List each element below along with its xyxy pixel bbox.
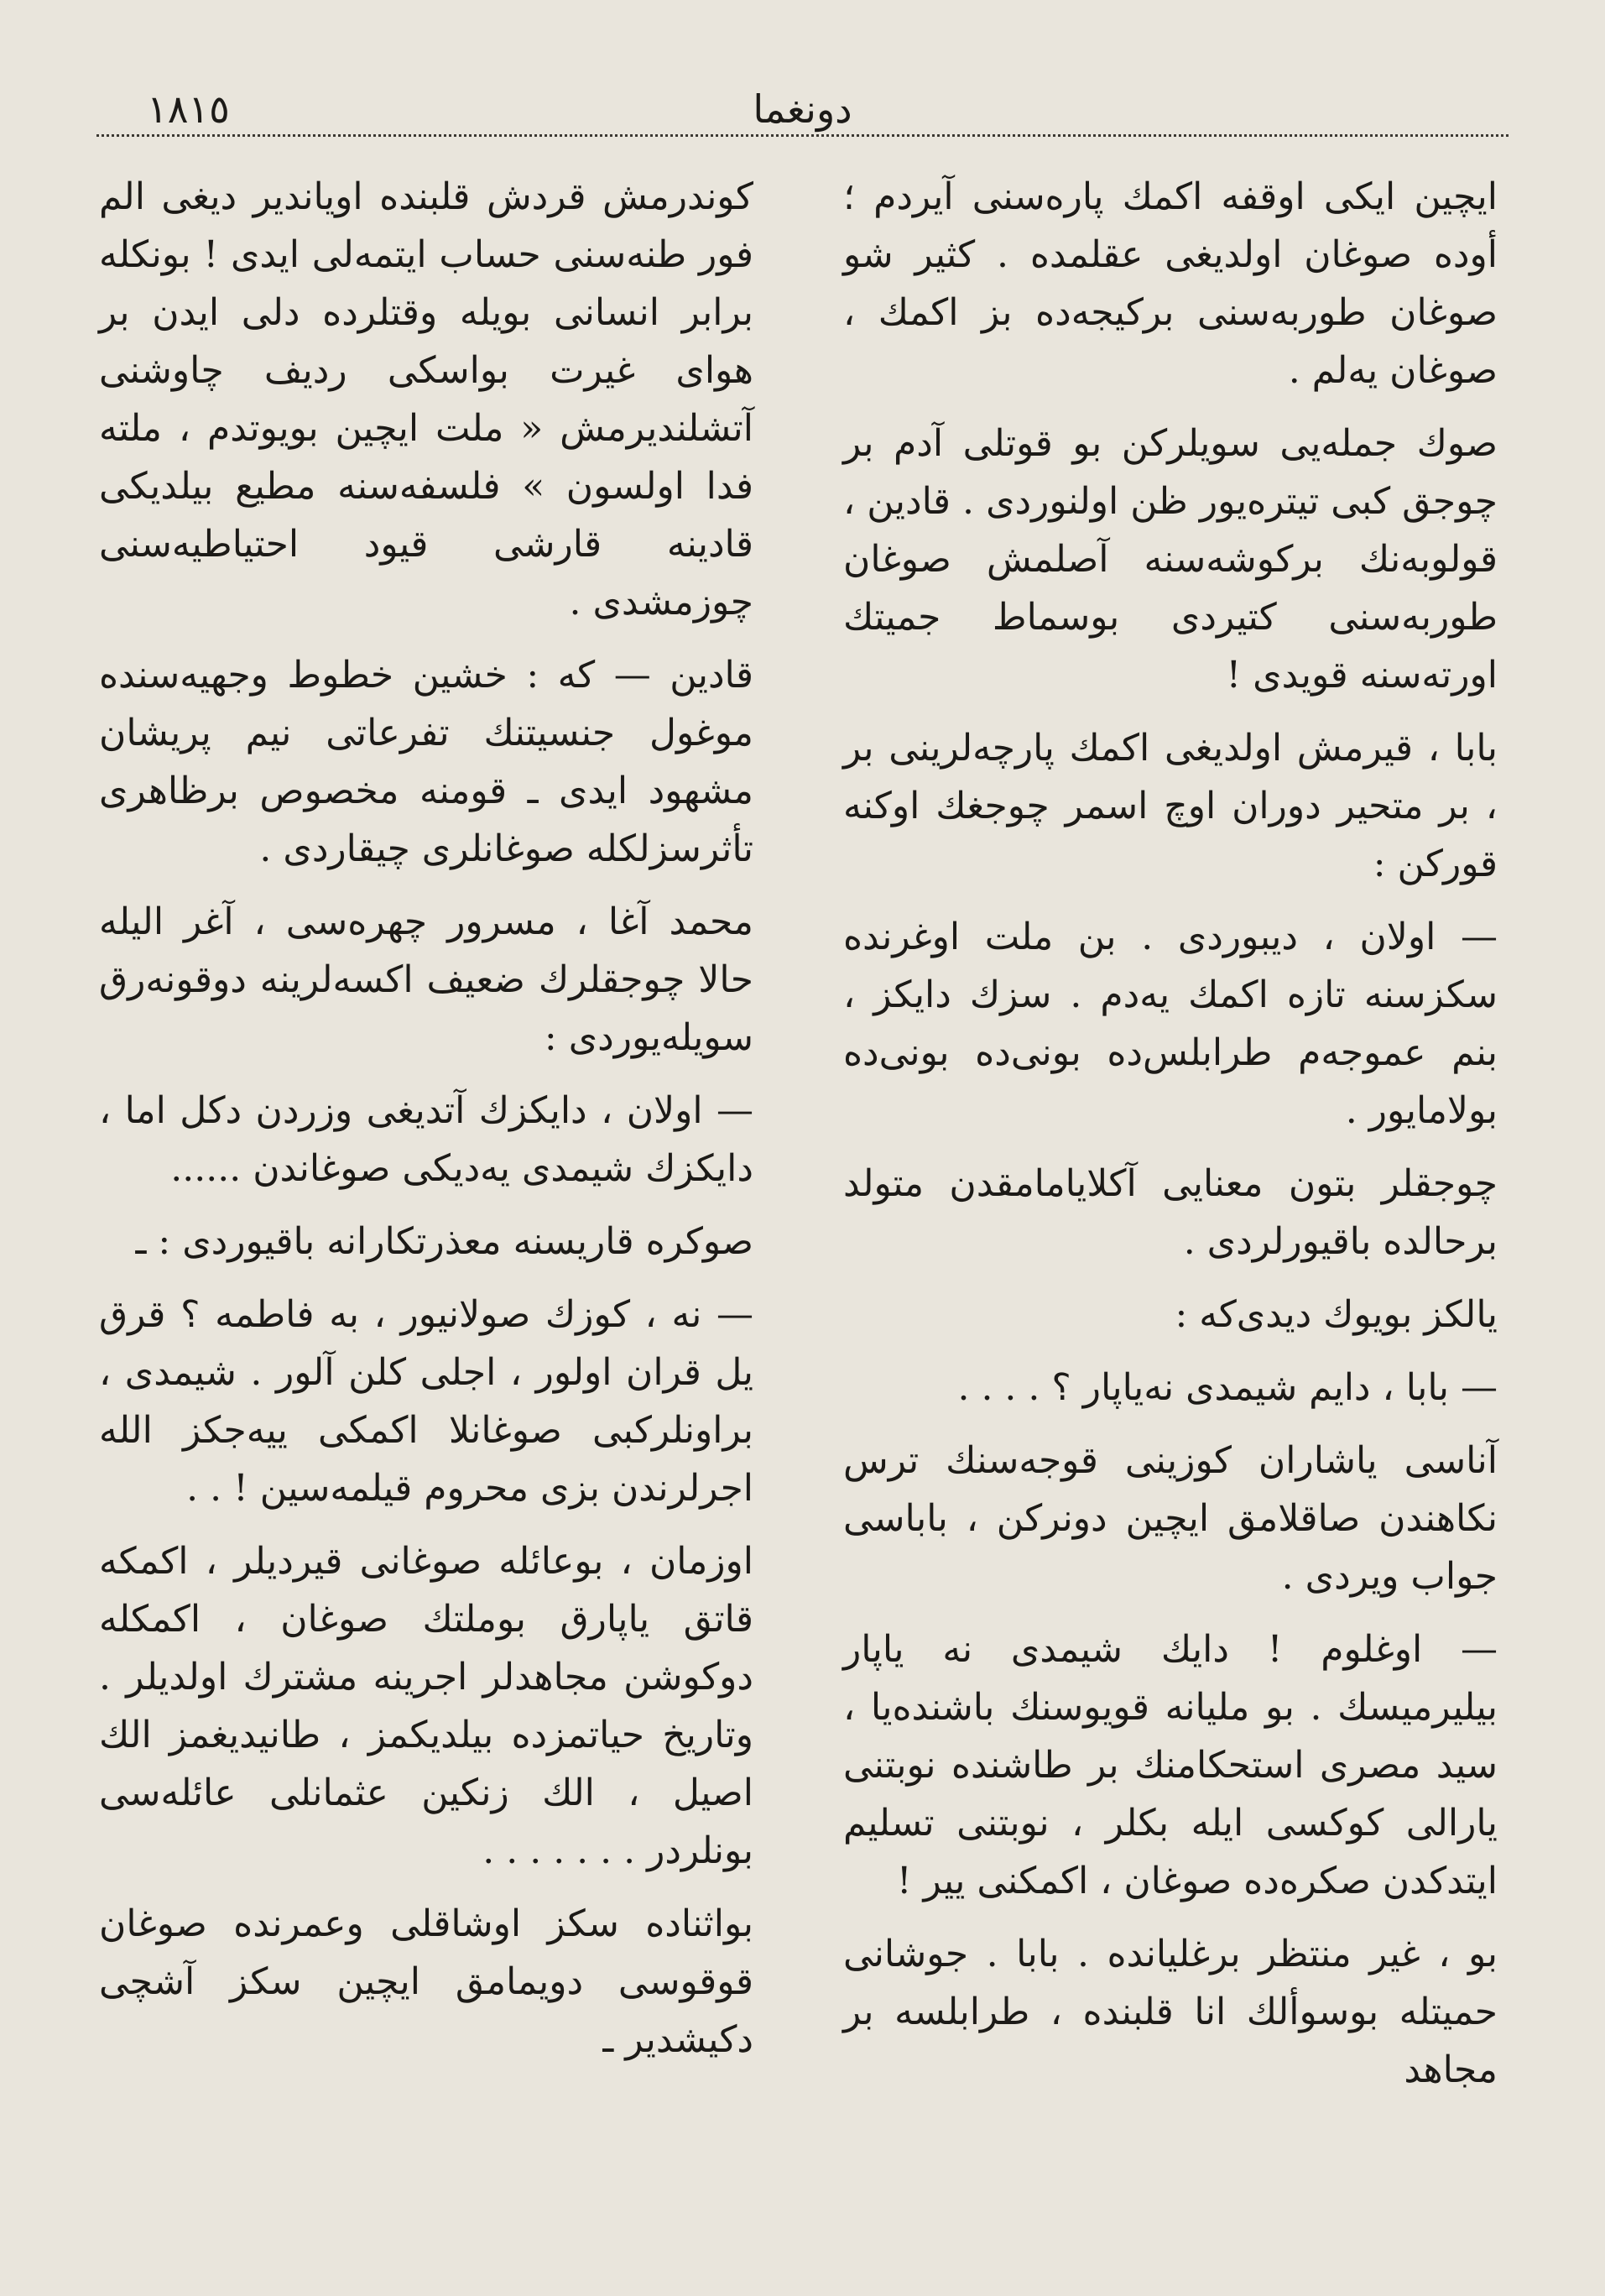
paragraph: يالكز بويوك ديدى‌كه : [1175, 1293, 1498, 1336]
paragraph: چوجقلر بتون معنايى آكلايامامقدن متولد برحالده باقيورلردى . [843, 1162, 1498, 1263]
paragraph: قادين — كه : خشين خطوط وجهيه‌سنده موغول جنسيتنك تفرعاتى نيم پريشان مشهود ايدى ـ قومنه مخصوص برظاهرى تأثرسزلكله صوغانلرى چيقاردى . [99, 654, 753, 870]
paragraph: صوكره قاريسنه معذرتكارانه باقيوردى : ـ [135, 1220, 753, 1263]
paragraph: بابا ، قيرمش اولديغى اكمك پارچه‌لرينى بر ، بر متحير دوران اوچ اسمر چوجغك اوكنه قوركن : [843, 727, 1498, 885]
paragraph: صوك جمله‌يى سويلركن بو قوتلى آدم بر چوجق كبى تيتره‌يور ظن اولنوردى . قادين ، قولوبه‌نك بركوشه‌سنه آصلمش صوغان طوربه‌سنى كتيردى بوسماط جميتك اورته‌سنه قويدى ! [843, 422, 1498, 697]
right-column [843, 168, 1498, 2249]
page-header [96, 80, 1509, 138]
paragraph: — اوغلوم ! دايك شيمدى نه ياپار بيليرميسك . بو مليانه قويوسنك باشنده‌يا ، سيد مصرى استحكامنك بر طاشنده نوبتنى يارالى كوكسى ايله بكلر ، نوبتنى تسليم ايتدكدن صكره‌ده صوغان ، اكمكنى يير ! [843, 1628, 1498, 1902]
left-column [99, 168, 753, 2249]
paragraph: بو ، غير منتظر برغليانده . بابا . جوشانى حميتله بوسوألك انا قلبنده ، طرابلسه بر مجاهد [843, 1933, 1498, 2091]
page-number: ١٨١٥ [147, 86, 230, 132]
paragraph: آناسى ياشاران كوزينى قوجه‌سنك ترس نكاهندن صاقلامق ايچين دونركن ، باباسى جواب ويردى . [843, 1439, 1498, 1598]
paragraph: بواثناده سكز اوشاقلى وعمرنده صوغان قوقوسى دويمامق ايچين سكز آشچى دكيشدير ـ [99, 1902, 753, 2061]
paragraph: ايچين ايكى اوقفه اكمك پاره‌سنى آيردم ؛ أوده صوغان اولديغى عقلمده . كثير شو صوغان طوربه‌سنى بركيجه‌ده بز اكمك ، صوغان يه‌لم . [843, 175, 1498, 392]
paragraph: — بابا ، دايم شيمدى نه‌ياپار ؟ . . . . [957, 1366, 1498, 1409]
paragraph: محمد آغا ، مسرور چهره‌سى ، آغر اليله حالا چوجقلرك ضعيف اكسه‌لرينه دوقونه‌رق سويله‌يوردى : [99, 900, 753, 1059]
paragraph: — اولان ، دايكزك آتديغى وزردن دكل اما ، دايكزك شيمدى يه‌ديكى صوغاندن ...... [99, 1089, 753, 1190]
paragraph: كوندرمش قردش قلبنده اوياندير ديغى الم فور طنه‌سنى حساب ايتمه‌لى ايدى ! بونكله برابر انسانى بويله وقتلرده دلى ايدن بر هواى غيرت بواسكى رديف چاوشنى آتشلنديرمش « ملت ايچين بويوتدم ، ملته فدا اولسون » فلسفه‌سنه مطيع بيلديكى قادينه قارشى قيود احتياطيه‌سنى چوزمشدى . [99, 175, 753, 624]
header-divider [96, 134, 1509, 137]
running-title: دونغما [753, 86, 852, 132]
paragraph: اوزمان ، بوعائله صوغانى قيرديلر ، اكمكه قاتق ياپارق بوملتك صوغان ، اكمكله دوكوشن مجاهدلر اجرينه مشترك اولديلر . وتاريخ حياتمزده بيلديكمز ، طانيديغمز الك اصيل ، الك زنكين عثمانلى عائله‌سى بونلردر . . . . . . . [99, 1540, 753, 1872]
paragraph: — نه ، كوزك صولانيور ، به فاطمه ؟ قرق يل قران اولور ، اجلى كلن آلور . شيمدى ، براونلركبى صوغانلا اكمكى ييه‌جكز الله اجرلرندن بزى محروم قيلمه‌سين ! . . [99, 1293, 753, 1510]
paragraph: — اولان ، ديبوردى . بن ملت اوغرنده سكزسنه تازه اكمك يه‌دم . سزك دايكز ، بنم عموجه‌م طرابلس‌ده بونى‌ده بونى‌ده بولامايور . [843, 916, 1498, 1132]
